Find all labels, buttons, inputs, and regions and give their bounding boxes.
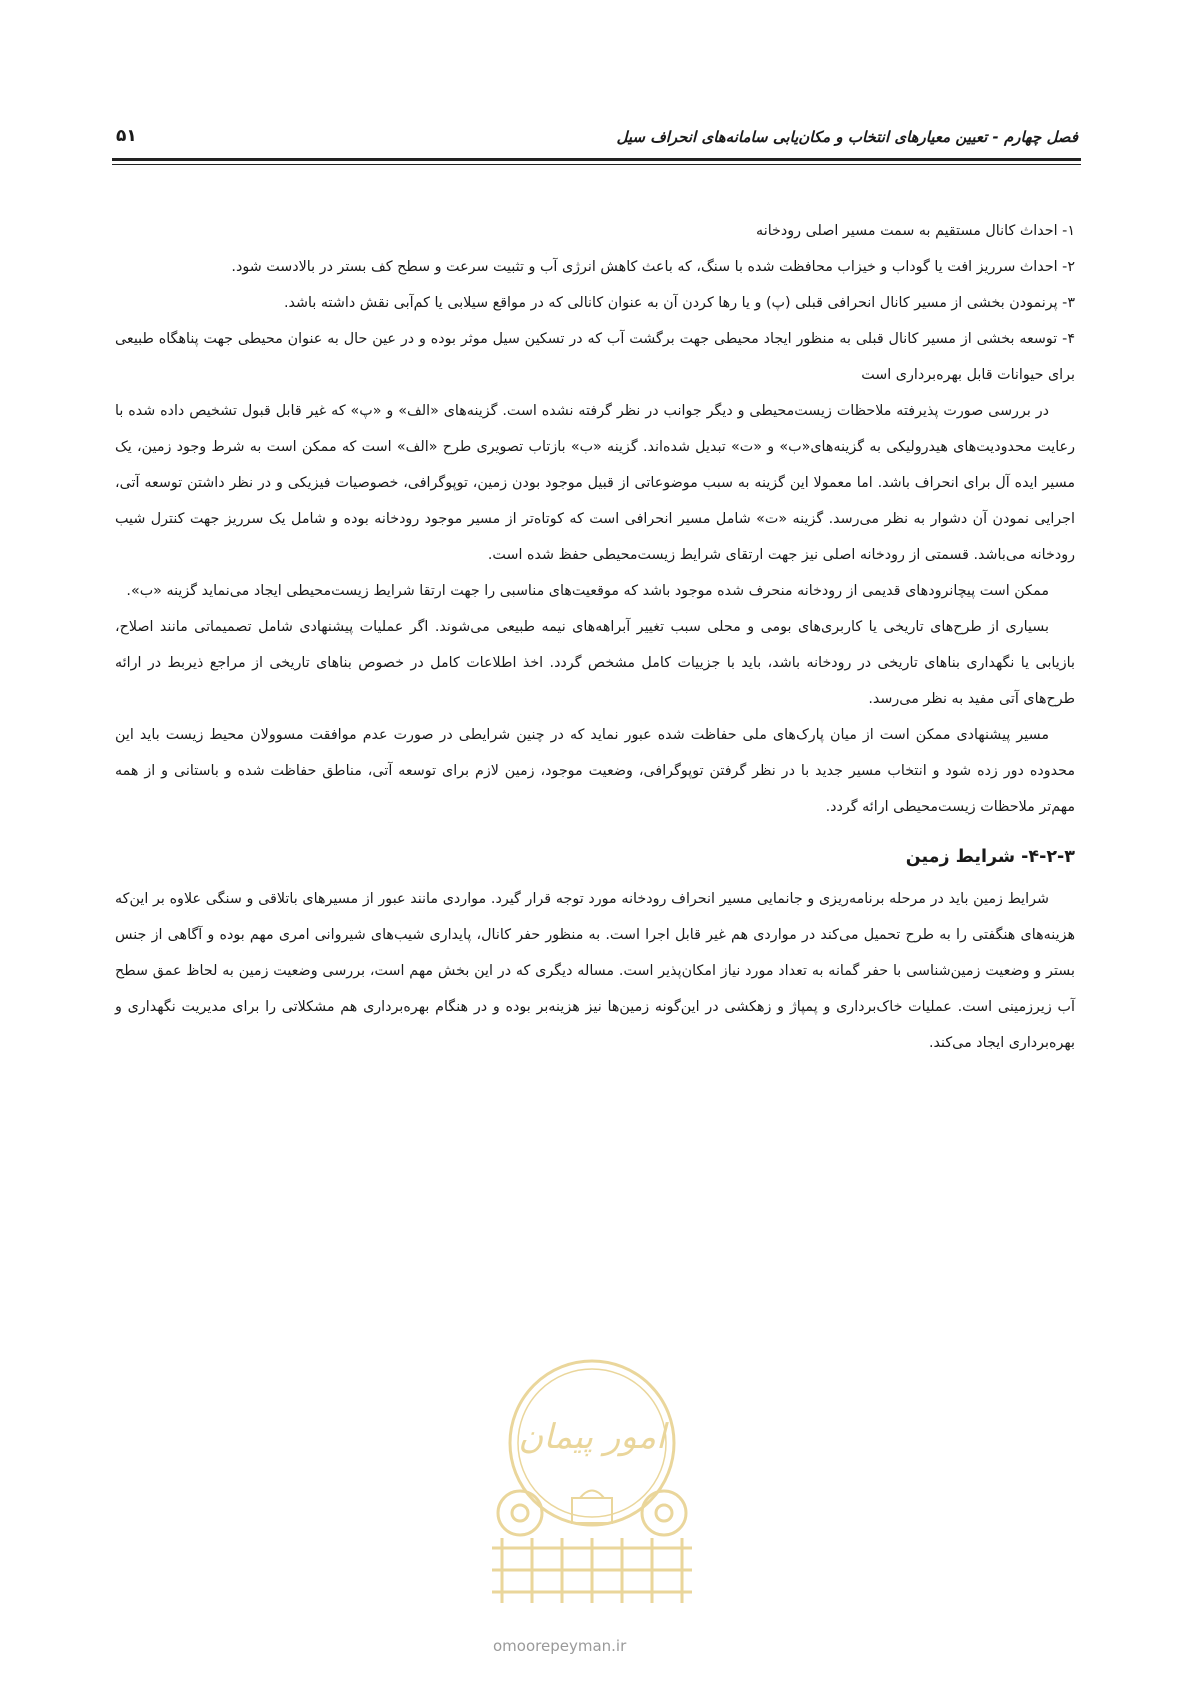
paragraph: در بررسی صورت پذیرفته ملاحظات زیست‌محیطی و دیگر جوانب در نظر گرفته نشده است. گزینه‌های «الف» و «پ» که غیر قابل قبول تشخیص داده شده با رعایت محدودیت‌های هیدرولیکی به گزینه‌های«ب» و «ت» تبدیل شده‌اند. گزینه «ب» بازتاب تصویری طرح «الف» است که ممکن است به شرط وجود زمین، یک مسیر ایده آل برای انحراف باشد. اما معمولا این گزینه به سبب موضوعاتی از قبیل موجود بودن زمین، توپوگرافی، خصوصیات فیزیکی و در نظر داشتن توسعه آتی، اجرایی نمودن آن دشوار به نظر می‌رسد. گزینه «ت» شامل مسیر انحرافی است که کوتاه‌تر از مسیر موجود رودخانه بوده و شامل یک سرریز جهت کنترل شیب رودخانه می‌باشد. قسمتی از رودخانه اصلی نیز جهت ارتقای شرایط زیست‌محیطی حفظ شده است. [115,403,1075,563]
header-rule-thick [112,158,1081,161]
body-text [115,213,1075,1061]
list-item: ۴- توسعه بخشی از مسیر کانال قبلی به منظور ایجاد محیطی جهت برگشت آب که در تسکین سیل موثر بوده و در عین حال به عنوان محیطی جهت پناهگاه طبیعی برای حیوانات قابل بهره‌برداری است [115,331,1075,383]
paragraph: مسیر پیشنهادی ممکن است از میان پارک‌های ملی حفاظت شده عبور نماید که در چنین شرایطی در صورت عدم موافقت مسوولان محیط زیست باید این محدوده دور زده شود و انتخاب مسیر جدید با در نظر گرفتن توپوگرافی، وضعیت موجود، زمین لازم برای توسعه آتی، مناطق حفاظت شده و باستانی و از همه مهم‌تر ملاحظات زیست‌محیطی ارائه گردد. [115,727,1075,815]
watermark-logo [462,1348,722,1618]
list-item: ۲- احداث سرریز افت یا گوداب و خیزاب محافظت شده با سنگ، که باعث کاهش انرژی آب و تثبیت سرعت و سطح کف بستر در بالادست شود. [231,259,1075,275]
section-heading: ۴-۲-۳- شرایط زمین [905,847,1075,867]
header-rule-thin [112,164,1081,165]
watermark-site-text: omoorepeyman.ir [493,1637,627,1655]
list-item: ۳- پرنمودن بخشی از مسیر کانال انحرافی قبلی (پ) و یا رها کردن آن به عنوان کانالی که در مواقع سیلابی یا کم‌آبی نقش داشته باشد. [283,295,1075,311]
paragraph: بسیاری از طرح‌های تاریخی یا کاربری‌های بومی و محلی سبب تغییر آبراهه‌های نیمه طبیعی می‌شوند. اگر عملیات پیشنهادی شامل تصمیماتی مانند اصلاح، بازیابی یا نگهداری بناهای تاریخی در رودخانه باشد، باید با جزییات کامل مشخص گردد. اخذ اطلاعات کامل در خصوص بناهای تاریخی از مراجع ذیربط در ارائه طرح‌های آتی مفید به نظر می‌رسد. [115,619,1075,707]
watermark-logo-text: امور پیمان [518,1417,666,1457]
paragraph: شرایط زمین باید در مرحله برنامه‌ریزی و جانمایی مسیر انحراف رودخانه مورد توجه قرار گیرد. مواردی مانند عبور از مسیرهای باتلاقی و سنگی علاوه بر این‌که هزینه‌های هنگفتی را به طرح تحمیل می‌کند در مواردی هم غیر قابل اجرا است. به منظور حفر کانال، پایداری شیب‌های شیروانی امری مهم بوده و آگاهی از جنس بستر و وضعیت زمین‌شناسی با حفر گمانه به تعداد مورد نیاز امکان‌پذیر است. مساله دیگری که در این بخش مهم است، بررسی وضعیت زمین به لحاظ عمق سطح آب زیرزمینی است. عملیات خاک‌برداری و پمپاژ و زهکشی در این‌گونه زمین‌ها نیز هزینه‌بر بوده و در هنگام بهره‌برداری هم مشکلاتی را برای مدیریت نگهداری و بهره‌برداری ایجاد می‌کند. [115,891,1075,1051]
running-header-title: فصل چهارم - تعیین معیارهای انتخاب و مکان‌یابی سامانه‌های انحراف سیل [616,128,1078,146]
paragraph: ممکن است پیچانرودهای قدیمی از رودخانه منحرف شده موجود باشد که موقعیت‌های مناسبی را جهت ارتقا شرایط زیست‌محیطی ایجاد می‌نماید گزینه «ب». [126,583,1049,599]
page-number: ۵۱ [116,126,137,146]
list-item: ۱- احداث کانال مستقیم به سمت مسیر اصلی رودخانه [756,223,1075,239]
